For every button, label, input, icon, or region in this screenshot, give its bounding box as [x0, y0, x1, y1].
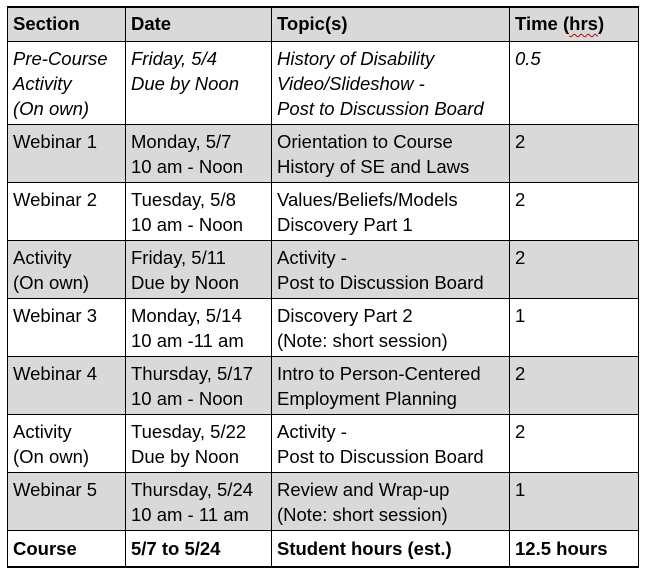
total-section: Course: [8, 531, 126, 568]
section-line: (On own): [13, 446, 90, 467]
date-line: 10 am - Noon: [131, 388, 244, 409]
topics-cell: [272, 183, 510, 241]
time-cell: 2: [510, 125, 639, 183]
section-cell: [8, 241, 126, 299]
date-cell: [126, 299, 272, 357]
header-time-unit: hrs: [569, 13, 598, 34]
section-line: Activity: [13, 73, 72, 94]
topic-line: Post to Discussion Board: [277, 272, 484, 293]
time-cell: 2: [510, 357, 639, 415]
date-line: Monday, 5/14: [131, 305, 242, 326]
header-time-suffix: ): [597, 13, 605, 34]
section-line: Webinar 1: [13, 131, 97, 152]
table-row: [8, 42, 639, 125]
topics-cell: [272, 357, 510, 415]
section-line: Pre-Course: [13, 48, 108, 69]
header-section: Section: [8, 7, 126, 42]
date-line: Friday, 5/4: [131, 48, 218, 69]
total-row: [8, 531, 639, 568]
section-cell: [8, 357, 126, 415]
date-line: Thursday, 5/17: [131, 363, 254, 384]
section-line: Webinar 3: [13, 305, 97, 326]
topic-line: Orientation to Course: [277, 131, 453, 152]
topic-line: Discovery Part 1: [277, 214, 413, 235]
date-line: Friday, 5/11: [131, 247, 226, 268]
date-line: Tuesday, 5/8: [131, 189, 236, 210]
topics-cell: [272, 241, 510, 299]
date-line: Thursday, 5/24: [131, 479, 254, 500]
header-date: Date: [126, 7, 272, 42]
section-cell: [8, 42, 126, 125]
topic-line: Video/Slideshow -: [277, 73, 425, 94]
schedule-table: [7, 6, 639, 568]
header-time: [510, 7, 639, 42]
section-cell: [8, 299, 126, 357]
topics-cell: [272, 473, 510, 531]
date-line: Tuesday, 5/22: [131, 421, 247, 442]
topic-line: History of SE and Laws: [277, 156, 470, 177]
section-line: (On own): [13, 272, 90, 293]
section-line: Webinar 2: [13, 189, 97, 210]
topics-cell: [272, 299, 510, 357]
time-cell: 1: [510, 473, 639, 531]
topic-line: Intro to Person-Centered: [277, 363, 481, 384]
date-cell: [126, 473, 272, 531]
topic-line: Post to Discussion Board: [277, 446, 484, 467]
table-row: [8, 473, 639, 531]
topics-cell: [272, 415, 510, 473]
topic-line: History of Disability: [277, 48, 435, 69]
table-row: [8, 357, 639, 415]
date-cell: [126, 183, 272, 241]
time-cell: 2: [510, 183, 639, 241]
topic-line: Employment Planning: [277, 388, 457, 409]
section-line: Activity: [13, 247, 72, 268]
section-cell: [8, 473, 126, 531]
date-line: 10 am - Noon: [131, 214, 244, 235]
date-cell: [126, 125, 272, 183]
section-cell: [8, 415, 126, 473]
section-line: Activity: [13, 421, 72, 442]
topic-line: Review and Wrap-up: [277, 479, 450, 500]
table-header: [8, 7, 639, 42]
table-row: [8, 299, 639, 357]
table-body: [8, 42, 639, 531]
time-cell: 1: [510, 299, 639, 357]
total-date-range: 5/7 to 5/24: [126, 531, 272, 568]
date-cell: [126, 415, 272, 473]
topic-line: Values/Beliefs/Models: [277, 189, 458, 210]
date-cell: [126, 241, 272, 299]
section-cell: [8, 183, 126, 241]
date-line: Due by Noon: [131, 73, 239, 94]
table-footer: [8, 531, 639, 568]
date-line: Due by Noon: [131, 446, 239, 467]
total-hours: 12.5 hours: [510, 531, 639, 568]
topic-line: (Note: short session): [277, 504, 448, 525]
date-line: 10 am -11 am: [131, 330, 244, 351]
date-cell: [126, 357, 272, 415]
date-line: 10 am - 11 am: [131, 504, 249, 525]
table-row: [8, 125, 639, 183]
table-row: [8, 183, 639, 241]
header-time-prefix: Time (: [515, 13, 570, 34]
table-row: [8, 241, 639, 299]
section-cell: [8, 125, 126, 183]
total-label: Student hours (est.): [272, 531, 510, 568]
header-row: [8, 7, 639, 42]
topic-line: Activity -: [277, 247, 347, 268]
topics-cell: [272, 125, 510, 183]
date-line: 10 am - Noon: [131, 156, 244, 177]
header-topics: Topic(s): [272, 7, 510, 42]
topic-line: Post to Discussion Board: [277, 98, 484, 119]
time-cell: 0.5: [510, 42, 639, 125]
date-cell: [126, 42, 272, 125]
time-cell: 2: [510, 241, 639, 299]
time-cell: 2: [510, 415, 639, 473]
topic-line: Discovery Part 2: [277, 305, 413, 326]
section-line: Webinar 4: [13, 363, 97, 384]
topic-line: Activity -: [277, 421, 347, 442]
section-line: Webinar 5: [13, 479, 97, 500]
topics-cell: [272, 42, 510, 125]
section-line: (On own): [13, 98, 90, 119]
date-line: Monday, 5/7: [131, 131, 232, 152]
table-row: [8, 415, 639, 473]
topic-line: (Note: short session): [277, 330, 448, 351]
date-line: Due by Noon: [131, 272, 239, 293]
